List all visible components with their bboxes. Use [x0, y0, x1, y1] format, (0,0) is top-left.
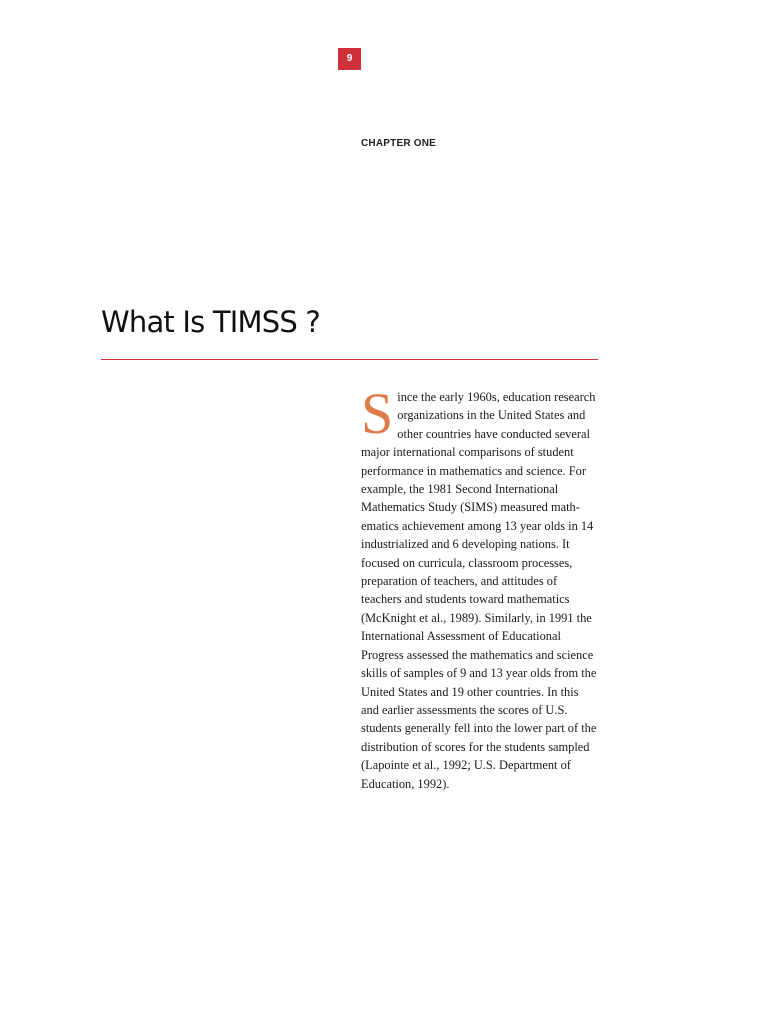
body-paragraph-text: ince the early 1960s, education research organizations in the United States and other countries have conducted several major international comparisons of student performance in mathematics and science. For example, the 1981 Second International Mathematics Study (SIMS) measured mathematics achievement among 13 year olds in 14 industrialized and 6 developing nations. It focused on curricula, classroom processes, preparation of teachers, and attitudes of teachers and students toward mathematics (McKnight et al., 1989). Similarly, in 1991 the International Assessment of Educational Progress assessed the mathematics and science skills of samples of 9 and 13 year olds from the United States and 19 other countries. In this and earlier assessments the scores of U.S. students generally fell into the lower part of the distribution of scores for the students sampled (Lapointe et al., 1992; U.S. Department of Education, 1992).	[361, 390, 597, 791]
chapter-label: CHAPTER ONE	[361, 138, 436, 149]
drop-cap: S	[361, 381, 394, 446]
body-paragraph	[361, 381, 598, 793]
chapter-title: What Is TIMSS ?	[101, 305, 321, 339]
page-number-badge: 9	[338, 48, 361, 70]
title-divider	[101, 359, 598, 360]
